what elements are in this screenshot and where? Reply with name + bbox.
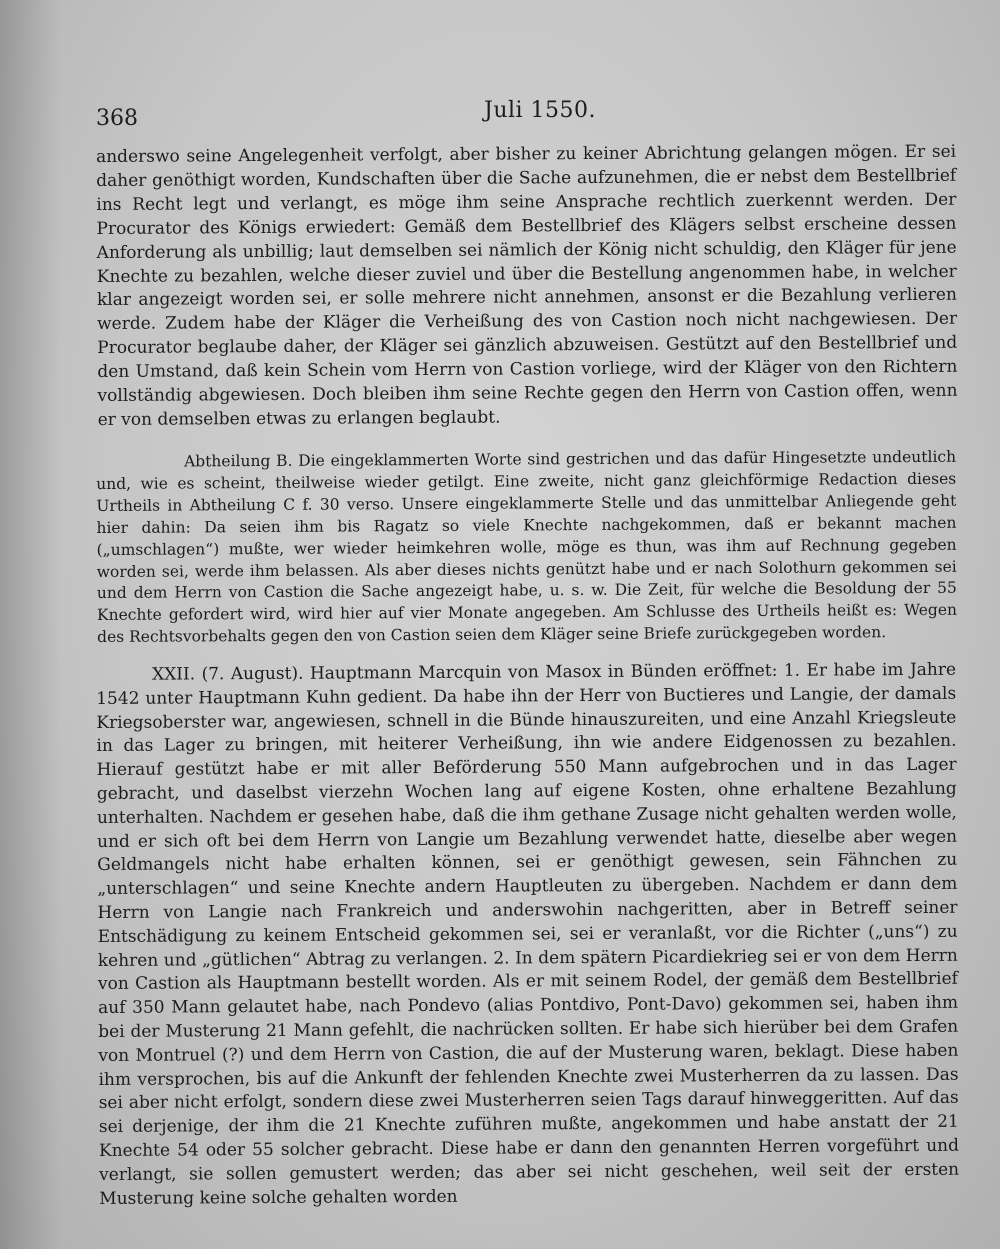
gutter-shadow [0, 0, 60, 1249]
page-number: 368 [96, 106, 138, 131]
running-head: Juli 1550. [484, 98, 597, 123]
page-header [96, 98, 936, 138]
paragraph-text: XXII. (7. August). Hauptmann Marcquin von Masox in Bünden eröffnet: 1. Er habe im Jahre 1542 unter Hauptmann Kuhn gedient. Da habe ihn der Herr von Buctieres und Langie, der damals Kriegsoberster war, angewiesen, schnell in die Bünde hinauszureiten, und eine Anzahl Kriegsleute in das Lager zu bringen, mit heiterer Verheißung, ihn wie andere Eidgenossen zu bezahlen. Hierauf gestützt habe er mit aller Beförderung 550 Mann aufgebrochen und in das Lager gebracht, und daselbst vierzehn Wochen lang auf eigene Kosten, ohne erhaltene Bezahlung unterhalten. Nachdem er gesehen habe, daß die ihm gethane Zusage nicht gehalten werden wolle, und er sich oft bei dem Herrn von Langie um Bezahlung verwendet hatte, dieselbe aber wegen Geldmangels nicht habe erhalten können, sei er genöthigt gewesen, sein Fähnchen zu „unterschlagen“ und seine Knechte andern Hauptleuten zu übergeben. Nachdem er dann dem Herrn von Langie nach Frankreich und anderswohin nachgeritten, aber in Betreff seiner Entschädigung zu keinem Entscheid gekommen sei, sei er veranlaßt, vor die Richter („uns“) zu kehren und „gütlichen“ Abtrag zu verlangen. 2. In dem spätern Picardiekrieg sei er von dem Herrn von Castion als Hauptmann bestellt worden. Als er mit seinem Rodel, der gemäß dem Bestellbrief auf 350 Mann gelautet habe, nach Pondevo (alias Pontdivo, Pont-Davo) gekommen sei, haben ihm bei der Musterung 21 Mann gefehlt, die nachrücken sollten. Er habe sich hierüber bei dem Grafen von Montruel (?) und dem Herrn von Castion, die auf der Musterung waren, beklagt. Diese haben ihm versprochen, bis auf die Ankunft der fehlenden Knechte zwei Musterherren da zu lassen. Das sei aber nicht erfolgt, sondern diese zwei Musterherren seien Tags darauf hinweggeritten. Auf das sei derjenige, der ihm die 21 Knechte zuführen mußte, angekommen und habe anstatt der 21 Knechte 54 oder 55 solcher gebracht. Diese habe er dann den genannten Herren vorgeführt und verlangt, sie sollen gemustert werden; das aber sei nicht geschehen, weil seit der ersten Musterung keine solche gehalten worden [96, 659, 960, 1209]
body-paragraph-continued [96, 141, 958, 433]
paragraph-text: anderswo seine Angelegenheit verfolgt, aber bisher zu keiner Abrichtung gelangen mögen. Er sei daher genöthigt worden, Kundschaften über die Sache aufzunehmen, die er nebst dem Bestellbrief ins Recht legt und verlangt, es möge ihm seine Ansprache rechtlich zuerkennt werden. Der Procurator des Königs erwiedert: Gemäß dem Bestellbrief des Klägers selbst erscheine dessen Anforderung als unbillig; laut demselben sei nämlich der König nicht schuldig, den Kläger für jene Knechte zu bezahlen, welche dieser zuviel und über die Bestellung angenommen habe, in welcher klar angezeigt worden sei, er solle mehrere nicht annehmen, ansonst er die Bezahlung verlieren werde. Zudem habe der Kläger die Verheißung des von Castion noch nicht nachgewiesen. Der Procurator beglaube daher, der Kläger sei gänzlich abzuweisen. Gestützt auf den Bestellbrief und den Umstand, daß kein Schein vom Herrn von Castion vorliege, wird der Kläger von den Richtern vollständig abgewiesen. Doch bleiben ihm seine Rechte gegen den Herrn von Castion offen, wenn er von demselben etwas zu erlangen beglaubt. [96, 141, 958, 430]
editorial-note [96, 447, 957, 649]
body-paragraph-xxii [96, 659, 959, 1212]
note-text: Abtheilung B. Die eingeklammerten Worte sind gestrichen und das dafür Hingesetzte undeutlich und, wie es scheint, theilweise wieder getilgt. Eine zweite, nicht ganz gleichförmige Redaction dieses Urtheils in Abtheilung C f. 30 verso. Unsere eingeklammerte Stelle und das unmittelbar Anliegende geht hier dahin: Da seien ihm bis Ragatz so viele Knechte nachgekommen, daß er bekannt machen („umschlagen“) mußte, wer wieder heimkehren wolle, möge es thun, was ihm auf Rechnung gegeben worden sei, werde ihm belassen. Als aber dieses nichts genützt habe und er nach Solothurn gekommen sei und dem Herrn von Castion die Sache angezeigt habe, u. s. w. Die Zeit, für welche die Besoldung der 55 Knechte gefordert wird, wird hier auf vier Monate angegeben. Am Schlusse des Urtheils heißt es: Wegen des Rechtsvorbehalts gegen den von Castion seien dem Kläger seine Briefe zurückgegeben worden. [96, 447, 958, 647]
